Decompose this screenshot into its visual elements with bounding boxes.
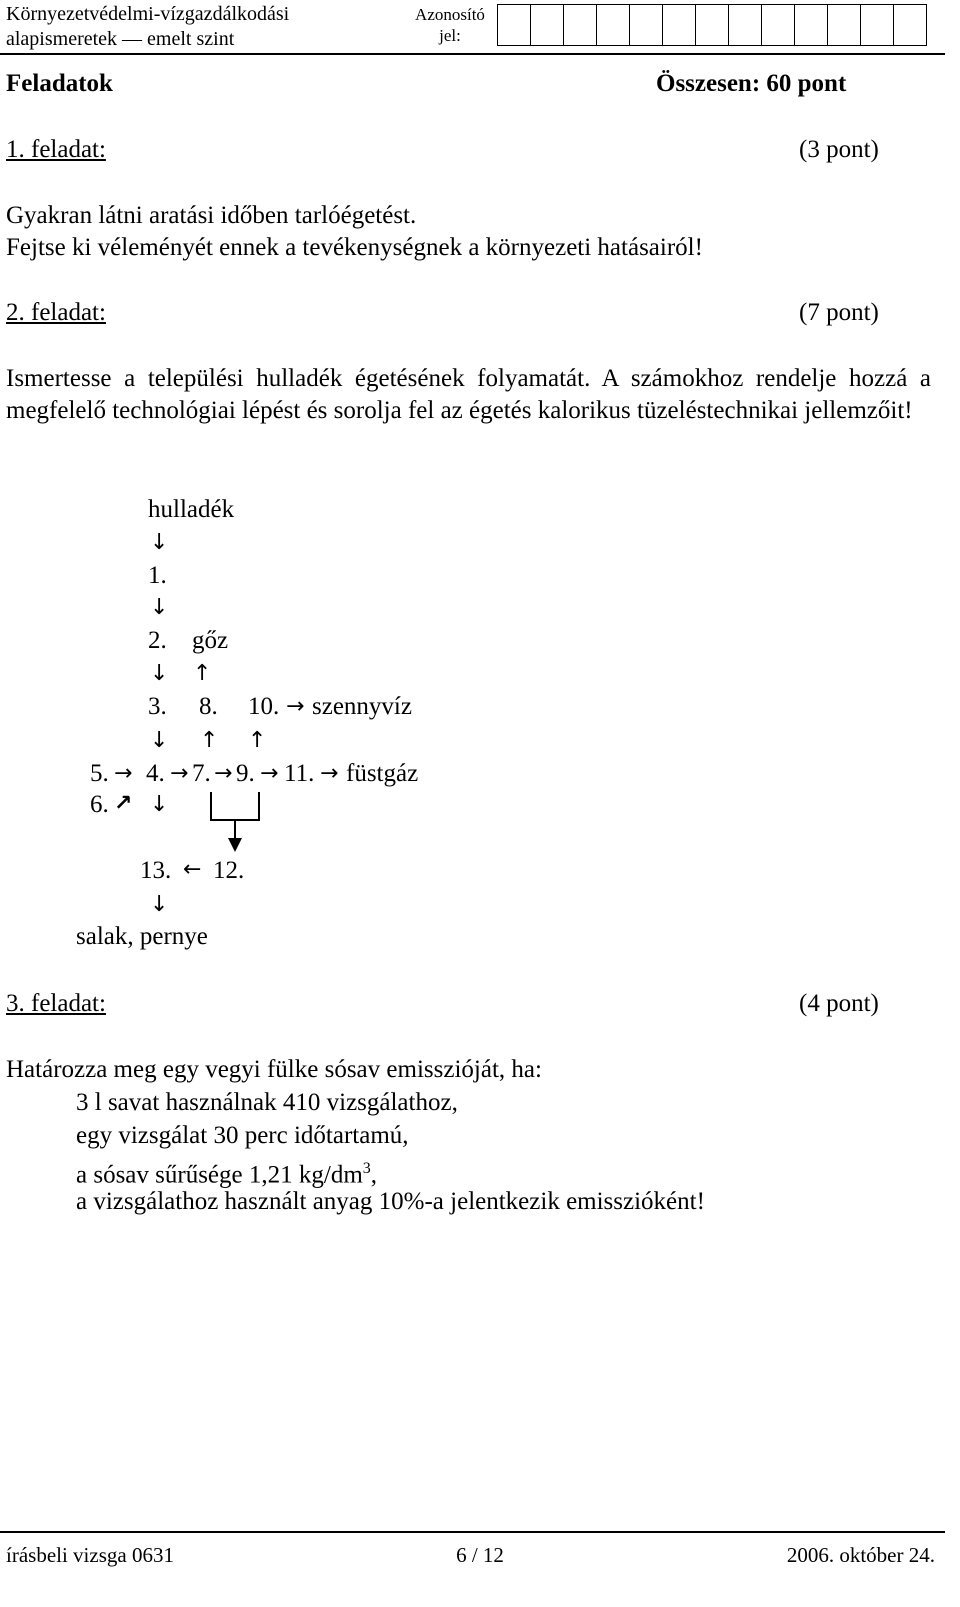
id-box[interactable] xyxy=(827,4,861,46)
arrow-down-icon: ↓ xyxy=(150,661,169,686)
id-box[interactable] xyxy=(629,4,663,46)
diagram-node-salak: salak, pernye xyxy=(76,923,208,950)
id-box[interactable] xyxy=(497,4,531,46)
arrow-down-icon: ↓ xyxy=(150,595,169,620)
diagram-node-hulladek: hulladék xyxy=(148,496,235,523)
task2-points: (7 pont) xyxy=(799,299,879,326)
id-box[interactable] xyxy=(860,4,894,46)
id-box[interactable] xyxy=(794,4,828,46)
subject-level: alapismeretek — emelt szint xyxy=(6,28,235,50)
task2-text: Ismertesse a települési hulladék égetésének folyamatát. A számokhoz rendelje hozzá a megfelelő technológiai lépést és sorolja fel az égetés kalorikus tüzeléstechnikai jellemzőit! xyxy=(6,365,931,424)
header-rule xyxy=(0,53,945,55)
footer-rule xyxy=(0,1531,945,1533)
arrow-upright-icon: ↗ xyxy=(114,791,133,816)
task3-item3-exponent: 3 xyxy=(362,1160,371,1177)
id-box[interactable] xyxy=(596,4,630,46)
arrow-right-icon: → xyxy=(170,761,189,786)
diagram-node-8: 8. xyxy=(199,693,218,720)
diagram-node-9: 9. xyxy=(236,760,255,787)
id-label-line2: jel: xyxy=(439,26,461,45)
arrow-right-icon: → xyxy=(320,761,339,786)
diagram-node-13: 13. xyxy=(140,857,172,884)
diagram-node-fustgaz: füstgáz xyxy=(346,760,419,787)
footer-exam-code: írásbeli vizsga 0631 xyxy=(6,1543,174,1567)
arrow-right-icon: → xyxy=(260,761,279,786)
arrow-down-icon: ↓ xyxy=(150,892,169,917)
id-box[interactable] xyxy=(893,4,927,46)
arrow-up-icon: ↑ xyxy=(248,728,267,753)
task3-item4: a vizsgálathoz használt anyag 10%-a jelentkezik emisszióként! xyxy=(76,1188,705,1215)
arrow-right-icon: → xyxy=(214,761,233,786)
total-points: Összesen: 60 pont xyxy=(656,70,847,97)
diagram-node-12: 12. xyxy=(213,857,245,884)
task3-item1: 3 l savat használnak 410 vizsgálathoz, xyxy=(76,1089,458,1116)
id-label-line1: Azonosító xyxy=(415,5,485,24)
diagram-node-2: 2. xyxy=(148,627,167,654)
diagram-node-5: 5. xyxy=(90,760,109,787)
diagram-node-goz: gőz xyxy=(192,627,229,654)
id-box[interactable] xyxy=(761,4,795,46)
diagram-node-szennyviz: szennyvíz xyxy=(312,693,412,720)
task2-label: 2. feladat: xyxy=(6,299,106,326)
id-label xyxy=(410,4,490,46)
task3-points: (4 pont) xyxy=(799,990,879,1017)
arrow-right-icon: → xyxy=(286,694,305,719)
task3-intro: Határozza meg egy vegyi fülke sósav emisszióját, ha: xyxy=(6,1056,542,1083)
diagram-node-4: 4. xyxy=(146,760,165,787)
task3-item3-comma: , xyxy=(370,1161,378,1189)
subject-title: Környezetvédelmi-vízgazdálkodási xyxy=(6,3,290,25)
diagram-node-10: 10. xyxy=(248,693,280,720)
arrow-left-icon: ← xyxy=(183,857,202,882)
diagram-node-7: 7. xyxy=(192,760,211,787)
id-box[interactable] xyxy=(728,4,762,46)
arrow-up-icon: ↑ xyxy=(193,661,212,686)
task3-item3-text: a sósav sűrűsége 1,21 kg/dm xyxy=(76,1161,363,1189)
diagram-node-1: 1. xyxy=(148,562,167,589)
arrow-up-icon: ↑ xyxy=(200,728,219,753)
footer-date: 2006. október 24. xyxy=(786,1543,935,1567)
task1-line2: Fejtse ki véleményét ennek a tevékenységnek a környezeti hatásairól! xyxy=(6,234,703,261)
arrow-down-icon: ↓ xyxy=(150,728,169,753)
task1-label: 1. feladat: xyxy=(6,136,106,163)
diagram-node-3: 3. xyxy=(148,693,167,720)
id-box[interactable] xyxy=(530,4,564,46)
arrow-right-icon: → xyxy=(114,761,133,786)
diagram-node-11: 11. xyxy=(284,760,315,787)
diagram-node-6: 6. xyxy=(90,791,109,818)
bracket-arrow-icon xyxy=(205,790,265,856)
arrow-down-icon: ↓ xyxy=(150,792,169,817)
page-title: Feladatok xyxy=(6,70,113,97)
task1-line1: Gyakran látni aratási időben tarlóégetést. xyxy=(6,202,417,229)
task1-points: (3 pont) xyxy=(799,136,879,163)
footer-page-number: 6 / 12 xyxy=(456,1543,504,1567)
arrow-down-icon: ↓ xyxy=(150,530,169,555)
id-box[interactable] xyxy=(662,4,696,46)
task3-item2: egy vizsgálat 30 perc időtartamú, xyxy=(76,1122,409,1149)
id-box[interactable] xyxy=(563,4,597,46)
task3-label: 3. feladat: xyxy=(6,990,106,1017)
id-box[interactable] xyxy=(695,4,729,46)
